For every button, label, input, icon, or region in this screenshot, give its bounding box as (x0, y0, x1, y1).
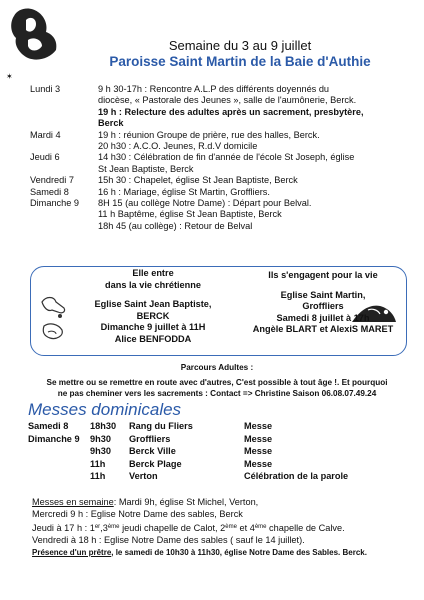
weekday-line: Mercredi 9 h : Eglise Notre Dame des sables, Berck (32, 509, 243, 520)
mass-row (28, 433, 374, 446)
weekday-text: Jeudi à 17 h : 1 (32, 522, 95, 533)
weekday-text: : Mardi 9h, église St Michel, Verton, (113, 497, 259, 507)
schedule-line: 18h 45 (au collège) : Retour de Belval (98, 220, 253, 231)
priest-presence-text: , le samedi de 10h30 à 11h30, église Notre Dame des Sables. Berck. (111, 547, 367, 557)
schedule-row (30, 175, 415, 186)
schedule-row (30, 84, 415, 130)
priest-presence-label: Présence d'un prêtre (32, 547, 112, 557)
baptism-line: Eglise Saint Jean Baptiste, (94, 299, 212, 309)
sunday-masses-title: Messes dominicales (28, 400, 182, 419)
weekday-text: et 4 (236, 522, 255, 533)
ordinal-suffix: er (94, 523, 101, 530)
schedule-day: Mardi 4 (30, 129, 61, 140)
weekday-text: ,3 (100, 522, 108, 533)
schedule-line: St Jean Baptiste, Berck (98, 163, 194, 174)
mass-place: Berck Plage (129, 458, 182, 469)
schedule-line: 8H 15 (au collège Notre Dame) : Départ pour Belval. (98, 198, 312, 209)
mass-time: 11h (90, 458, 106, 469)
mass-row (28, 420, 374, 433)
mass-type: Messe (244, 446, 273, 456)
weekday-line (32, 496, 416, 508)
baptism-announcement (78, 268, 228, 345)
priest-presence (32, 547, 416, 559)
ordinal-suffix: ème (107, 523, 120, 530)
sunday-masses-table (28, 420, 374, 483)
mass-place: Rang du Fliers (129, 421, 193, 431)
schedule-day: Dimanche 9 (30, 198, 80, 209)
mass-type: Messe (244, 433, 273, 444)
schedule-line: 19 h : réunion Groupe de prière, rue des halles, Berck. (98, 129, 320, 140)
mass-type: Messe (244, 421, 273, 431)
baptism-illustration-icon (38, 292, 72, 348)
adult-program-text: ne pas cheminer vers les sacrements : Contact => Christine Saison 06.08.07.49.24 (57, 389, 377, 398)
ordinal-suffix: ème (254, 523, 267, 530)
schedule-line: 11 h Baptême, église St Jean Baptiste, Berck (98, 209, 282, 220)
mass-type: Messe (244, 458, 273, 469)
baptism-line: BERCK (136, 310, 170, 321)
baptism-name: Alice BENFODDA (114, 333, 192, 344)
schedule-row (30, 152, 415, 175)
schedule-line: 9 h 30-17h : Rencontre A.L.P des différents doyennés du (98, 84, 330, 94)
wedding-line: Groffliers (302, 301, 344, 311)
wedding-line: Eglise Saint Martin, (280, 289, 366, 300)
mass-type: Célébration de la parole (244, 471, 349, 481)
mass-day (28, 445, 90, 458)
schedule-row (30, 198, 415, 232)
weekday-text: jeudi chapelle de Calot, 2 (119, 522, 226, 533)
mass-day (28, 470, 90, 483)
wedding-line: Ils s'engagent pour la vie (268, 270, 378, 280)
mass-place: Groffliers (129, 433, 171, 444)
baptism-line: Elle entre (132, 268, 174, 278)
schedule-line-bold: 19 h : Relecture des adultes après un sacrement, presbytère, (98, 106, 364, 117)
wedding-line: Samedi 8 juillet à 17h (276, 312, 370, 323)
wedding-names: Angèle BLART et AlexiS MARET (252, 324, 394, 334)
mass-place: Verton (129, 471, 158, 481)
weekday-masses (32, 496, 416, 559)
schedule-day: Jeudi 6 (30, 152, 60, 163)
mass-place: Berck Ville (129, 446, 176, 456)
ordinal-suffix: ème (225, 523, 237, 530)
wedding-announcement (238, 270, 408, 336)
weekday-line: Vendredi à 18 h : Eglise Notre Dame des sables ( sauf le 14 juillet). (32, 535, 305, 546)
mass-row (28, 458, 374, 471)
mass-time: 9h30 (90, 433, 111, 444)
bullet-mark: ✶ (6, 72, 13, 81)
adult-program-text: Se mettre ou se remettre en route avec d'autres, C'est possible à tout âge !. Et pourquoi (46, 378, 388, 387)
schedule-day: Vendredi 7 (30, 175, 74, 186)
schedule-line: 20 h30 : A.C.O. Jeunes, R.d.V domicile (98, 141, 258, 152)
schedule-line-bold: Berck (98, 118, 124, 129)
mass-time: 9h30 (90, 446, 111, 456)
schedule-row (30, 187, 415, 198)
mass-day: Samedi 8 (28, 421, 69, 431)
mass-row (28, 445, 374, 458)
adult-program (22, 362, 412, 399)
schedule-line: diocèse, « Pastorale des Jeunes », salle de l'aumônerie, Berck. (98, 95, 357, 106)
schedule-row (30, 130, 415, 153)
parish-logo-icon (8, 6, 62, 64)
schedule-line: 16 h : Mariage, église St Martin, Groffliers. (98, 186, 270, 197)
weekday-masses-label: Messes en semaine (32, 497, 114, 507)
baptism-line: Dimanche 9 juillet à 11H (100, 322, 206, 332)
mass-time: 18h30 (90, 421, 117, 431)
schedule-line: 15h 30 : Chapelet, église St Jean Baptiste, Berck (98, 175, 298, 186)
schedule-day: Samedi 8 (30, 186, 69, 197)
mass-time: 11h (90, 471, 106, 481)
schedule-day: Lundi 3 (30, 84, 61, 94)
baptism-line: dans la vie chrétienne (105, 279, 201, 290)
schedule-line: 14 h30 : Célébration de fin d'année de l'école St Joseph, église (98, 152, 355, 163)
mass-day (28, 458, 90, 471)
adult-program-title: Parcours Adultes : (180, 363, 254, 372)
mass-day: Dimanche 9 (28, 433, 80, 444)
page-title: Semaine du 3 au 9 juillet (168, 38, 312, 53)
weekday-text: chapelle de Calve. (266, 522, 345, 533)
weekly-schedule (30, 84, 415, 232)
mass-row (28, 470, 374, 483)
parish-name: Paroisse Saint Martin de la Baie d'Authie (109, 54, 371, 69)
weekday-line (32, 521, 416, 534)
